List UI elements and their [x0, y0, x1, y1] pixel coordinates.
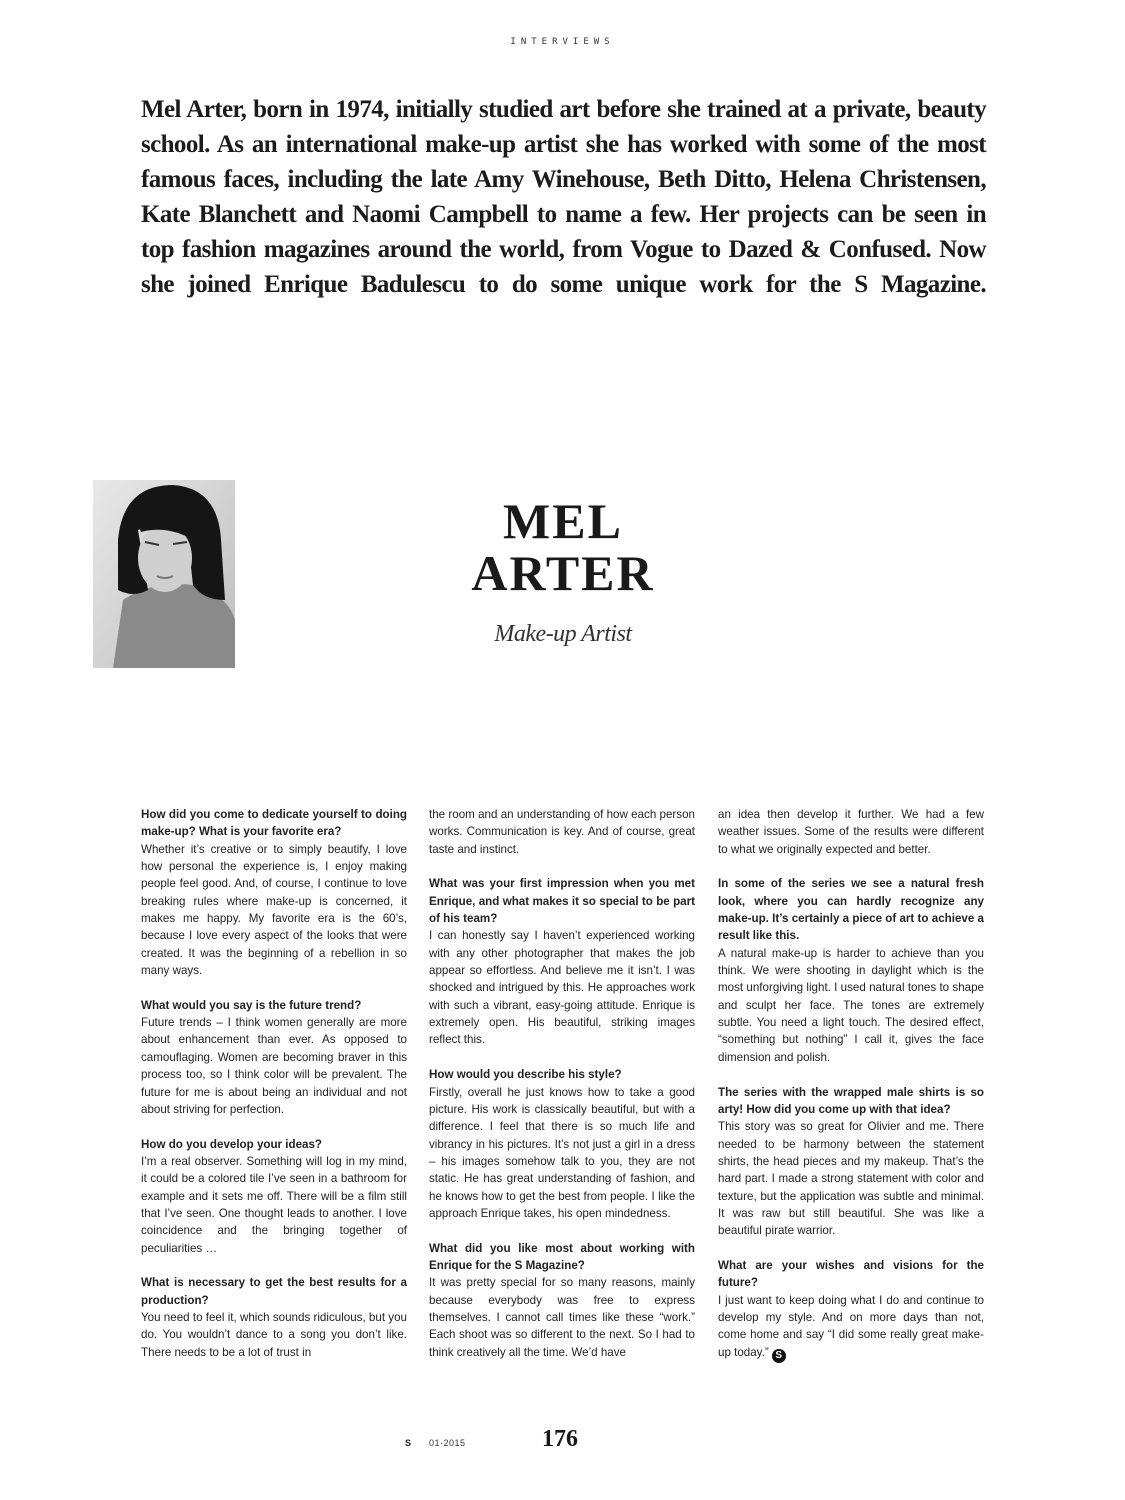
answer: I just want to keep doing what I do and continue to develop my style. And on more days than not, come home and say “I did some really great make-up today.”: [718, 1293, 984, 1359]
name-line: MEL: [503, 493, 623, 549]
question: What was your first impression when you met Enrique, and what makes it so special to be part of his team?: [429, 877, 695, 926]
footer-magazine-logo: S: [405, 1438, 412, 1448]
qa-block: [429, 1240, 695, 1361]
question: What is necessary to get the best results for a production?: [141, 1276, 407, 1307]
question: The series with the wrapped male shirts is so arty! How did you come up with that idea?: [718, 1085, 984, 1116]
answer: This story was so great for Olivier and me. There needed to be harmony between the statement shirts, the head pieces and my makeup. That’s the hard part. I made a strong statement with color and texture, but the application was subtle and minimal. It was raw but still beautiful. She was like a beautiful pirate warrior.: [718, 1120, 984, 1238]
qa-block: [141, 1136, 407, 1257]
answer: It was pretty special for so many reasons, mainly because everybody was free to express themselves. I cannot call times like these “work.” Each shoot was so different to the next. So I had to think creatively all the time. We’d have: [429, 1276, 695, 1359]
intro-line: famous faces, including the late Amy Winehouse, Beth Ditto, Helena Christensen,: [141, 166, 986, 193]
intro-paragraph: [141, 92, 986, 302]
answer: an idea then develop it further. We had a few weather issues. Some of the results were different to what we originally expected and better.: [718, 808, 984, 856]
answer: You need to feel it, which sounds ridiculous, but you do. You wouldn’t dance to a song you don’t like. There needs to be a lot of trust in: [141, 1310, 407, 1359]
text-column-1: [141, 806, 407, 1378]
answer: I’m a real observer. Something will log in my mind, it could be a colored tile I’ve seen in a bathroom for example and it sets me off. There will be a film still that I’ve seen. One thought leads to another. I love coincidence and the bringing together of peculiarities …: [141, 1154, 407, 1255]
question: What would you say is the future trend?: [141, 998, 362, 1012]
answer: the room and an understanding of how each person works. Communication is key. And of course, great taste and instinct.: [429, 808, 695, 856]
qa-block: [718, 1084, 984, 1240]
qa-block: [429, 806, 695, 858]
s-logo-end-mark-icon: S: [772, 1349, 786, 1363]
question: What did you like most about working with Enrique for the S Magazine?: [429, 1241, 695, 1272]
name-line: ARTER: [471, 545, 655, 601]
intro-line: school. As an international make-up artist she has worked with some of the most: [141, 131, 986, 158]
footer-issue: 01·2015: [429, 1438, 466, 1448]
qa-block: [718, 806, 984, 858]
question: How did you come to dedicate yourself to doing make-up? What is your favorite era?: [141, 808, 407, 839]
answer: Whether it’s creative or to simply beautify, I love how personal the experience is, I enjoy making people feel good. And, of course, I continue to love breaking rules where make-up is concerned, it makes me happy. My favorite era is the 60’s, because I love every aspect of the looks that were created. It was the beginning of a rebellion in so many ways.: [141, 842, 407, 978]
qa-block: [141, 806, 407, 979]
section-label: INTERVIEWS: [510, 37, 615, 47]
answer: A natural make-up is harder to achieve than you think. We were shooting in daylight which is the most unforgiving light. I used natural tones to shape and sculpt her face. The tones are extremely subtle. You need a light touch. The desired effect, “something but nothing” I call it, gives the face dimension and polish.: [718, 946, 984, 1064]
portrait-photo: [93, 480, 235, 668]
page-number: 176: [542, 1426, 578, 1452]
intro-line: Mel Arter, born in 1974, initially studied art before she trained at a private, beauty: [141, 96, 986, 123]
interviewee-name: [363, 495, 763, 599]
intro-line: she joined Enrique Badulescu to do some unique work for the S Magazine.: [141, 271, 986, 298]
question: How do you develop your ideas?: [141, 1137, 323, 1151]
answer: Firstly, overall he just knows how to take a good picture. His work is classically beautiful, but with a difference. I feel that there is so much life and vibrancy in his pictures. It’s not just a girl in a dress – his images somehow talk to you, they are not static. He has great understanding of fashion, and he knows how to get the best from people. I like the approach Enrique takes, his open mindedness.: [429, 1085, 695, 1220]
answer: Future trends – I think women generally are more about enhancement than ever. As opposed to camouflaging. Women are becoming braver in this process too, so I think color will be prevalent. The future for me is about being an individual and not about striving for perfection.: [141, 1016, 407, 1116]
qa-block: [429, 875, 695, 1048]
text-column-3: [718, 806, 984, 1380]
qa-block: [718, 875, 984, 1066]
qa-block: [141, 1274, 407, 1361]
intro-line: Kate Blanchett and Naomi Campbell to name a few. Her projects can be seen in: [141, 201, 986, 228]
qa-block: [141, 997, 407, 1118]
answer: I can honestly say I haven’t experienced working with any other photographer that makes the job appear so effortless. And believe me it isn’t. I was shocked and intrigued by this. He approaches work with such a vibrant, easy-going attitude. Enrique is extremely open. His beautiful, striking images reflect this.: [429, 929, 695, 1047]
text-column-2: [429, 806, 695, 1378]
interviewee-role: Make-up Artist: [494, 621, 632, 647]
question: What are your wishes and visions for the future?: [718, 1258, 984, 1290]
intro-line: top fashion magazines around the world, from Vogue to Dazed & Confused. Now: [141, 236, 986, 263]
qa-block: [718, 1257, 984, 1363]
question: In some of the series we see a natural fresh look, where you can hardly recognize any make-up. It’s certainly a piece of art to achieve a result like this.: [718, 877, 984, 943]
qa-block: [429, 1066, 695, 1222]
question: How would you describe his style?: [429, 1068, 622, 1082]
